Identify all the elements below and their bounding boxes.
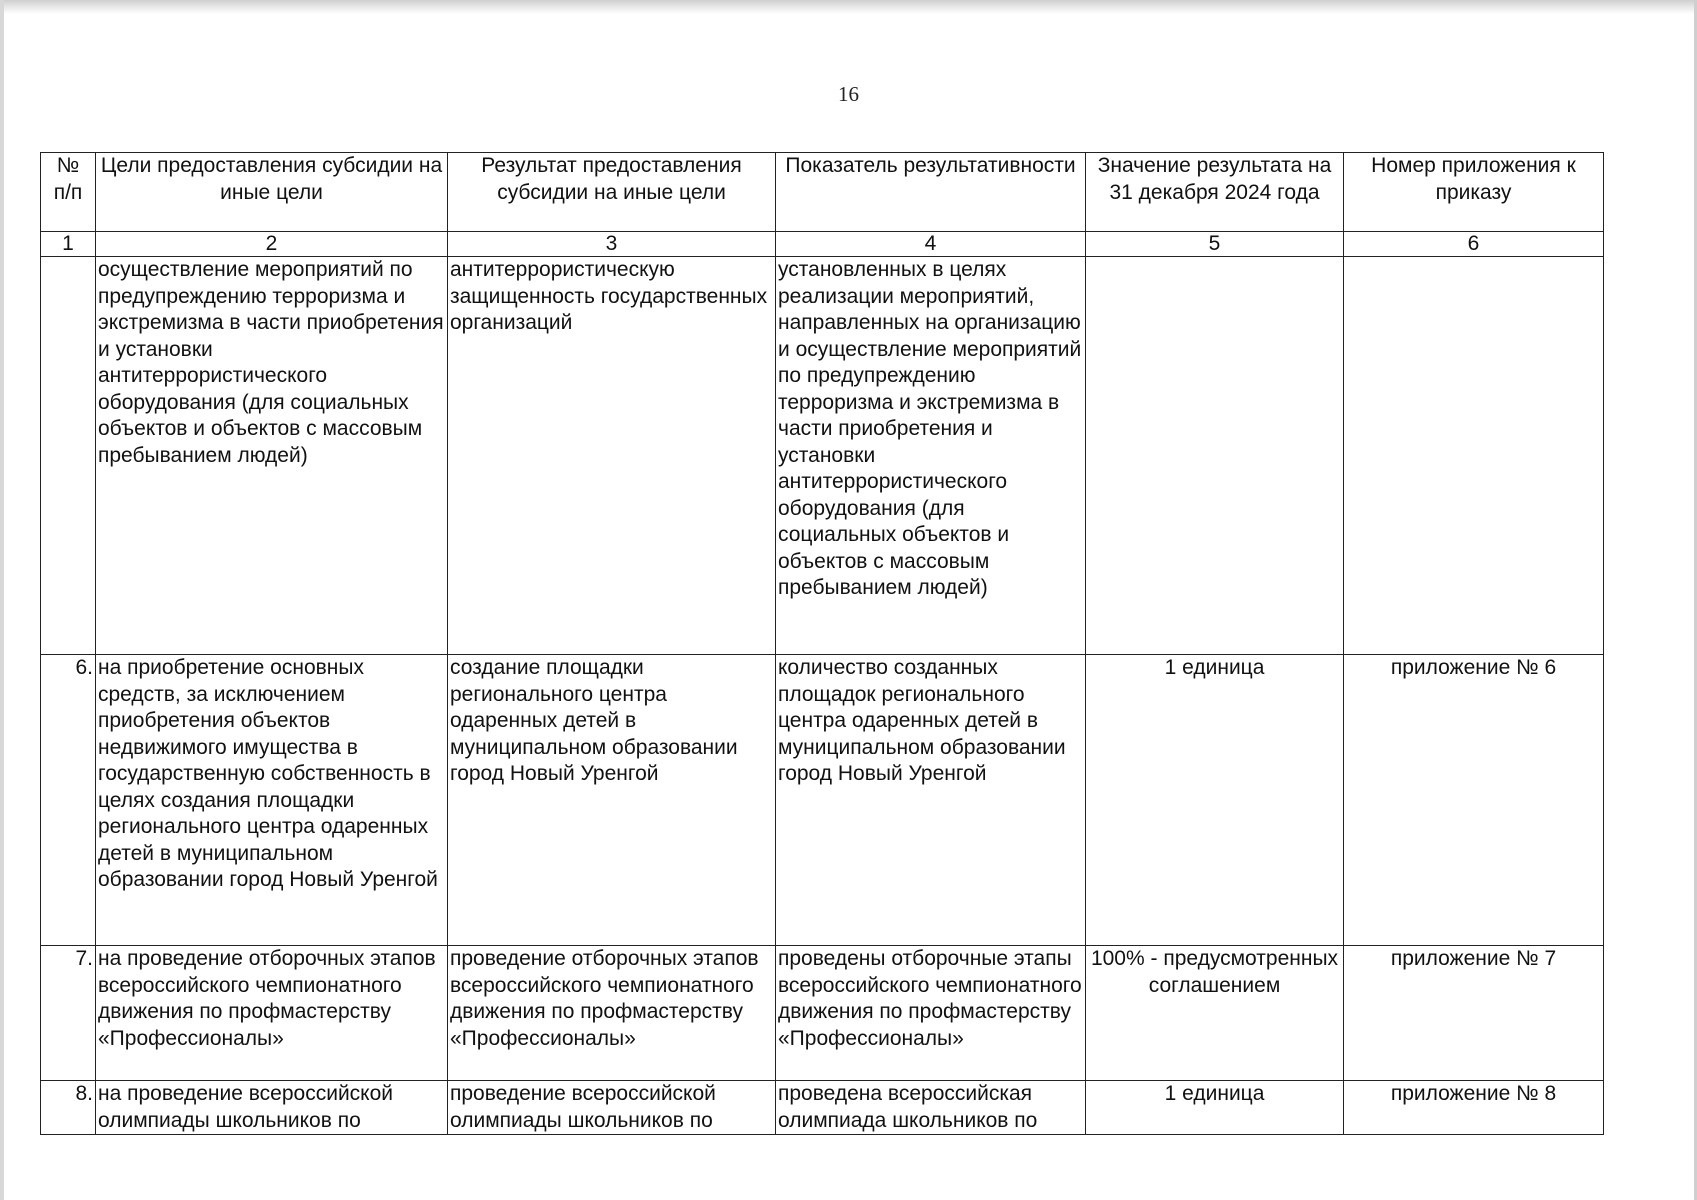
row-goal: осуществление мероприятий по предупреждению терроризма и экстремизма в части приобретения и установки антитеррористического оборудования (для социальных объектов и объектов с массовым пребыванием людей) [96,257,448,655]
row-result: создание площадки регионального центра одаренных детей в муниципальном образовании город Новый Уренгой [448,655,776,946]
row-goal: на проведение отборочных этапов всероссийского чемпионатного движения по профмастерству «Профессионалы» [96,946,448,1081]
row-result: антитеррористическую защищенность государственных организаций [448,257,776,655]
table-row [41,655,1604,946]
scan-edge-left [0,0,4,1200]
table-row [41,1081,1604,1135]
header-goal: Цели предоставления субсидии на иные цели [96,153,448,232]
table-row [41,946,1604,1081]
page-number: 16 [838,82,859,106]
header-num-label: № п/п [53,154,83,204]
row-number: 7. [41,946,96,1081]
column-number: 5 [1086,232,1344,257]
row-value [1086,257,1344,655]
row-number: 8. [41,1081,96,1135]
header-num [41,153,96,232]
row-indicator: установленных в целях реализации мероприятий, направленных на организацию и осуществление мероприятий по предупреждению терроризма и экстремизма в части приобретения и установки антитеррористического оборудования (для социальных объектов и объектов с массовым пребыванием людей) [776,257,1086,655]
header-row [41,153,1604,232]
scan-edge-top [0,0,1697,14]
subsidy-table [40,152,1604,1135]
column-number: 3 [448,232,776,257]
row-result: проведение всероссийской олимпиады школьников по [448,1081,776,1135]
row-value: 100% - предусмотренных соглашением [1086,946,1344,1081]
row-goal: на проведение всероссийской олимпиады школьников по [96,1081,448,1135]
row-goal: на приобретение основных средств, за исключением приобретения объектов недвижимого имущества в государственную собственность в целях создания площадки регионального центра одаренных детей в муниципальном образовании город Новый Уренгой [96,655,448,946]
row-value: 1 единица [1086,655,1344,946]
header-value: Значение результата на 31 декабря 2024 года [1086,153,1344,232]
row-number [41,257,96,655]
row-indicator: проведена всероссийская олимпиада школьников по [776,1081,1086,1135]
column-number: 4 [776,232,1086,257]
row-result: проведение отборочных этапов всероссийского чемпионатного движения по профмастерству «Профессионалы» [448,946,776,1081]
row-number: 6. [41,655,96,946]
row-appendix: приложение № 6 [1344,655,1604,946]
header-indicator: Показатель результативности [776,153,1086,232]
table-row [41,257,1604,655]
column-number: 1 [41,232,96,257]
row-appendix [1344,257,1604,655]
row-appendix: приложение № 7 [1344,946,1604,1081]
column-number: 2 [96,232,448,257]
header-appendix: Номер приложения к приказу [1344,153,1604,232]
row-indicator: проведены отборочные этапы всероссийского чемпионатного движения по профмастерству «Профессионалы» [776,946,1086,1081]
column-number: 6 [1344,232,1604,257]
column-number-row [41,232,1604,257]
header-result: Результат предоставления субсидии на иные цели [448,153,776,232]
row-value: 1 единица [1086,1081,1344,1135]
row-indicator: количество созданных площадок регионального центра одаренных детей в муниципальном образовании город Новый Уренгой [776,655,1086,946]
row-appendix: приложение № 8 [1344,1081,1604,1135]
